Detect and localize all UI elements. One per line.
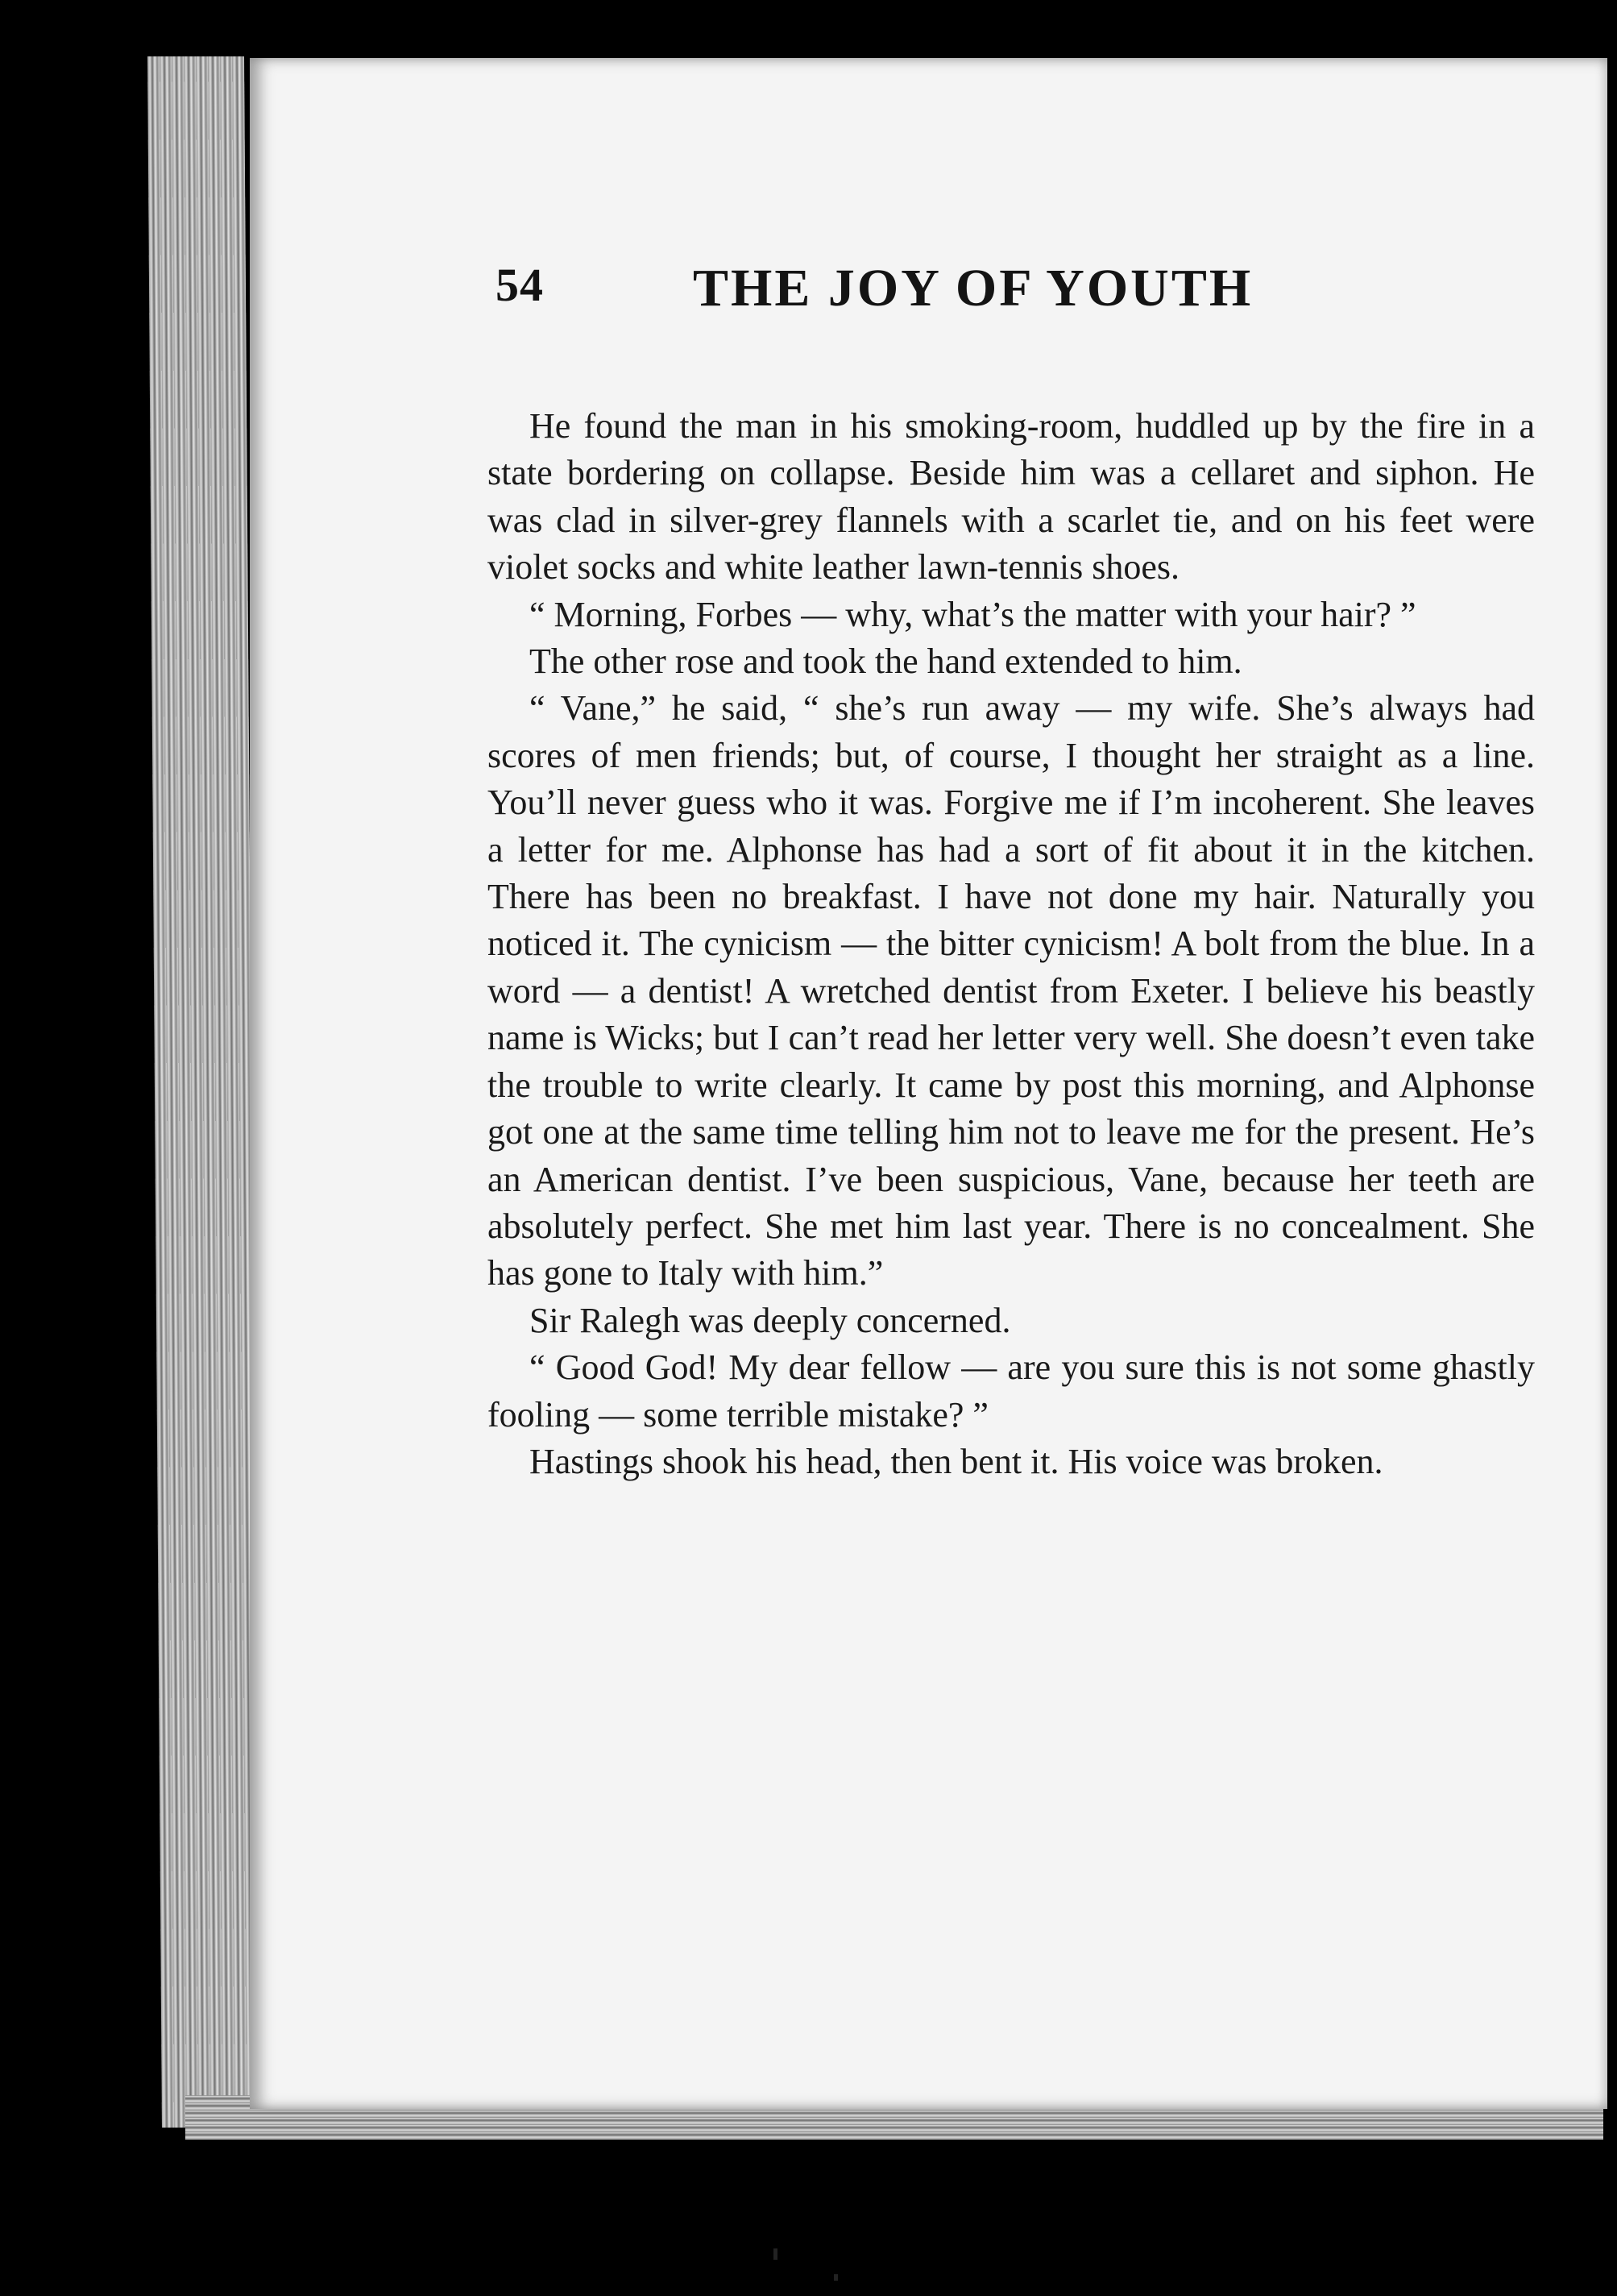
page-number: 54	[495, 259, 544, 311]
paragraph: Hastings shook his head, then bent it. His voice was broken.	[529, 1441, 1383, 1481]
paragraph: “ Good God! My dear fellow — are you sure this is not some ghastly fooling — some terrible mistake? ”	[487, 1347, 1535, 1434]
running-head	[495, 258, 1535, 347]
scan-speck	[834, 2274, 838, 2281]
book-page	[250, 58, 1607, 2109]
paragraph: “ Morning, Forbes — why, what’s the matter with your hair? ”	[529, 594, 1416, 634]
running-title: THE JOY OF YOUTH	[693, 259, 1254, 318]
paragraph: The other rose and took the hand extended to him.	[529, 641, 1242, 682]
book-page-edges-left	[147, 56, 259, 2128]
paragraph: He found the man in his smoking-room, huddled up by the fire in a state bordering on collapse. Beside him was a cellaret and siphon. He was clad in silver-grey flannels with a scarlet tie, and on his feet were violet socks and white leather lawn-tennis shoes.	[487, 406, 1535, 587]
body-text	[487, 403, 1535, 1485]
paragraph: Sir Ralegh was deeply concerned.	[529, 1300, 1011, 1340]
scan-speck	[773, 2248, 777, 2260]
paragraph: “ Vane,” he said, “ she’s run away — my wife. She’s always had scores of men friends; but, of course, I thought her straight as a line. You’ll never guess who it was. Forgive me if I’m incoherent. She leaves a letter for me. Alphonse has had a sort of fit about it in the kitchen. There has been no breakfast. I have not done my hair. Naturally you noticed it. The cynicism — the bitter cynicism! A bolt from the blue. In a word — a dentist! A wretched dentist from Exeter. I believe his beastly name is Wicks; but I can’t read her letter very well. She doesn’t even take the trouble to write clearly. It came by post this morning, and Alphonse got one at the same time telling him not to leave me for the present. He’s an American dentist. I’ve been suspicious, Vane, because her teeth are absolutely perfect. She met him last year. There is no concealment. She has gone to Italy with him.”	[487, 688, 1535, 1293]
